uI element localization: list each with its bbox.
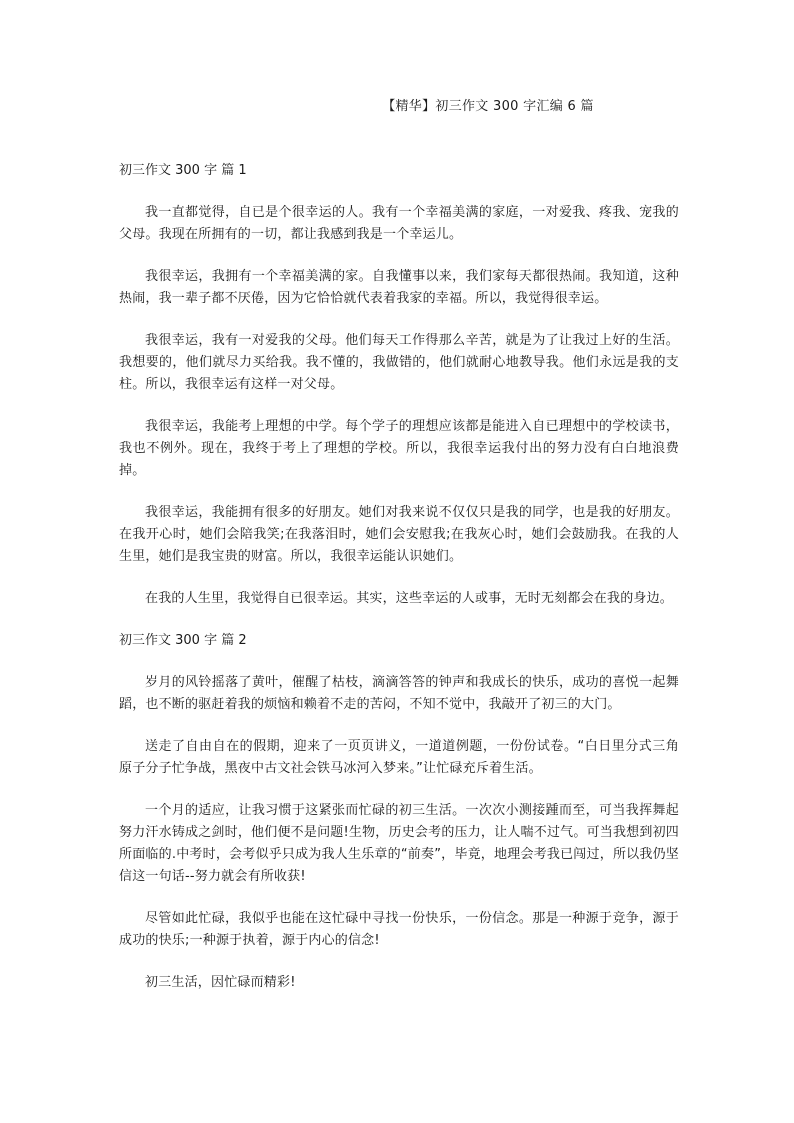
section-1 — [119, 160, 679, 610]
paragraph: 尽管如此忙碌，我似乎也能在这忙碌中寻找一份快乐，一份信念。那是一种源于竞争，源于成功的快乐;一种源于执着，源于内心的信念! — [119, 911, 679, 948]
section-heading: 初三作文 300 字 篇 2 — [119, 633, 247, 648]
paragraph: 我很幸运，我能拥有很多的好朋友。她们对我来说不仅仅只是我的同学，也是我的好朋友。在我开心时，她们会陪我笑;在我落泪时，她们会安慰我;在我灰心时，她们会鼓励我。在我的人生里，她们是我宝贵的财富。所以，我很幸运能认识她们。 — [119, 505, 679, 564]
section-heading: 初三作文 300 字 篇 1 — [119, 163, 247, 178]
document-body — [119, 160, 679, 1014]
paragraph: 我很幸运，我能考上理想的中学。每个学子的理想应该都是能进入自已理想中的学校读书，我也不例外。现在，我终于考上了理想的学校。所以，我很幸运我付出的努力没有白白地浪费掉。 — [119, 419, 679, 478]
paragraph: 我很幸运，我有一对爱我的父母。他们每天工作得那么辛苦，就是为了让我过上好的生活。我想要的，他们就尽力买给我。我不懂的，我做错的，他们就耐心地教导我。他们永远是我的支柱。所以，我很幸运有这样一对父母。 — [119, 333, 679, 392]
paragraph: 一个月的适应，让我习惯于这紧张而忙碌的初三生活。一次次小测接踵而至，可当我挥舞起努力汗水铸成之剑时，他们便不是问题!生物，历史会考的压力，让人喘不过气。可当我想到初四所面临的.中考时，会考似乎只成为我人生乐章的“前奏”，毕竟，地理会考我已闯过，所以我仍坚信这一句话--努力就会有所收获! — [119, 803, 679, 884]
document-title: 【精华】初三作文 300 字汇编 6 篇 — [382, 99, 594, 114]
paragraph: 我一直都觉得，自已是个很幸运的人。我有一个幸福美满的家庭，一对爱我、疼我、宠我的父母。我现在所拥有的一切，都让我感到我是一个幸运儿。 — [119, 205, 679, 242]
paragraph: 我很幸运，我拥有一个幸福美满的家。自我懂事以来，我们家每天都很热闹。我知道，这种热闹，我一辈子都不厌倦，因为它恰恰就代表着我家的幸福。所以，我觉得很幸运。 — [119, 269, 679, 306]
paragraph: 送走了自由自在的假期，迎来了一页页讲义，一道道例题，一份份试卷。“白日里分式三角原子分子忙争战，黑夜中古文社会铁马冰河入梦来。”让忙碌充斥着生活。 — [119, 739, 679, 776]
paragraph: 初三生活，因忙碌而精彩! — [145, 975, 296, 990]
section-2 — [119, 630, 679, 994]
paragraph: 岁月的风铃摇落了黄叶，催醒了枯枝，滴滴答答的钟声和我成长的快乐，成功的喜悦一起舞蹈，也不断的驱赶着我的烦恼和赖着不走的苦闷，不知不觉中，我敲开了初三的大门。 — [119, 675, 679, 712]
paragraph: 在我的人生里，我觉得自已很幸运。其实，这些幸运的人或事，无时无刻都会在我的身边。 — [145, 591, 674, 606]
